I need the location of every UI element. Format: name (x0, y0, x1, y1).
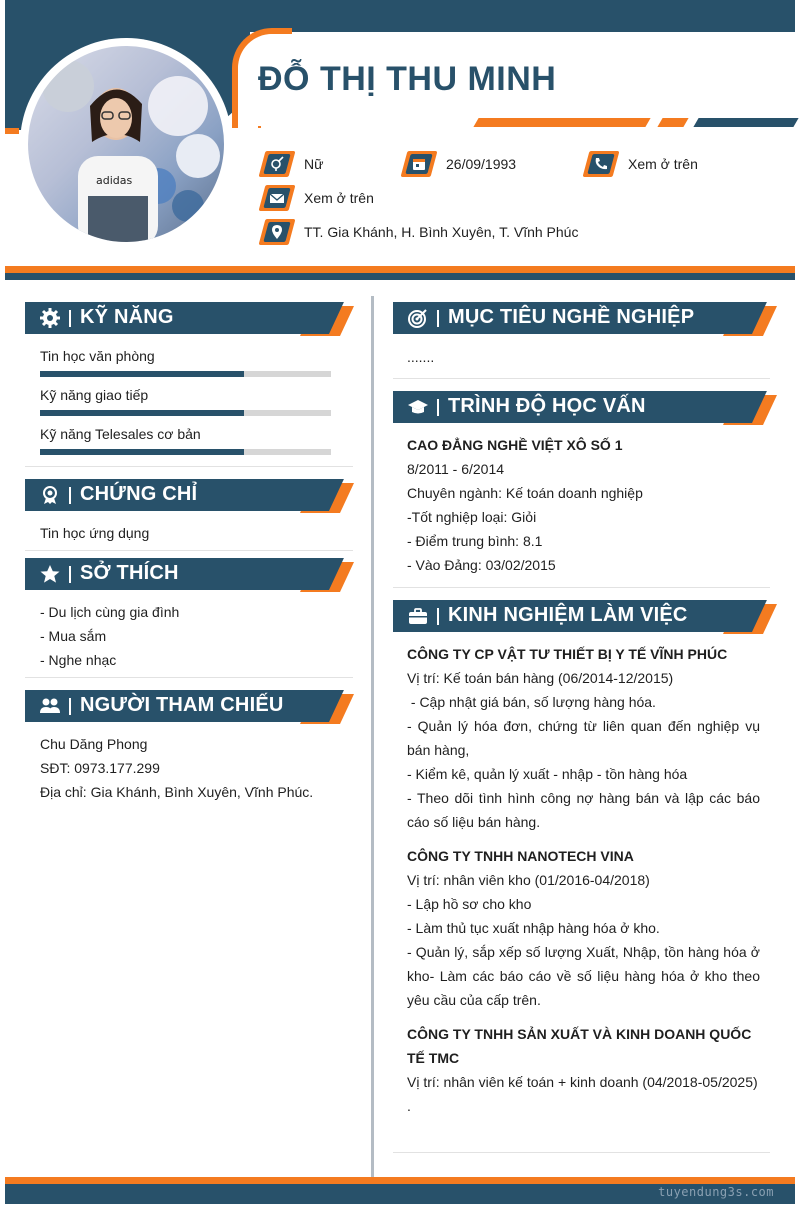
hobbies-title: SỞ THÍCH (80, 562, 179, 584)
email-info (262, 185, 374, 211)
skills-section-header (25, 302, 335, 336)
section-divider (393, 1152, 770, 1153)
education-line: Chuyên ngành: Kế toán doanh nghiệp (407, 485, 643, 501)
skill-label: Tin học văn phòng (40, 348, 155, 364)
users-icon (39, 696, 61, 716)
skill-bar (40, 371, 331, 377)
reference-section-header (25, 690, 335, 724)
target-icon (407, 308, 429, 328)
job-duty: - Lập hồ sơ cho kho (407, 896, 532, 912)
name-accent (258, 126, 261, 128)
dob-value: 26/09/1993 (446, 156, 517, 172)
job-duty: - Làm thủ tục xuất nhập hàng hóa ở kho. (407, 920, 660, 936)
certificate-item: Tin học ứng dụng (40, 525, 150, 541)
hobby-item: - Nghe nhạc (40, 652, 117, 668)
job-company: CÔNG TY TNHH NANOTECH VINA (407, 848, 634, 864)
watermark: tuyendung3s.com (658, 1185, 774, 1199)
job-position: Vị trí: Kế toán bán hàng (06/2014-12/2015) (407, 670, 674, 686)
job-duty: - Cập nhật giá bán, số lượng hàng hóa. (407, 694, 656, 710)
graduation-cap-icon (407, 397, 429, 417)
envelope-icon (262, 185, 292, 211)
job-company: CÔNG TY CP VẬT TƯ THIẾT BỊ Y TẾ VĨNH PHÚC (407, 646, 728, 662)
job-duty: - Theo dõi tình hình công nợ hàng bán và lập các báo cáo số liệu bán hàng. (407, 790, 760, 830)
education-line: - Vào Đảng: 03/02/2015 (407, 557, 556, 573)
reference-name: Chu Dăng Phong (40, 736, 148, 752)
address-info (262, 219, 578, 245)
job-position: Vị trí: nhân viên kho (01/2016-04/2018) (407, 872, 650, 888)
job-duty: - Quản lý hóa đơn, chứng từ liên quan đến nghiệp vụ bán hàng, (407, 718, 760, 758)
skills-title: KỸ NĂNG (80, 306, 174, 328)
footer-orange (5, 1177, 795, 1184)
dob-info (404, 151, 516, 177)
job-duty: - Quản lý, sắp xếp số lượng Xuất, Nhập, tồn hàng hóa ở kho- Làm các báo cáo về số liệu hàng hóa ở kho theo yêu cầu của cấp trên. (407, 944, 760, 1008)
briefcase-icon (407, 606, 429, 626)
skill-bar (40, 449, 331, 455)
gender-info (262, 151, 323, 177)
header-orange-accent (5, 128, 19, 134)
hobbies-section-header (25, 558, 335, 592)
hobby-item: - Mua sắm (40, 628, 107, 644)
skill-bar-fill (40, 449, 244, 455)
experience-section-header (393, 600, 758, 634)
job-duty: - Kiểm kê, quản lý xuất - nhập - tồn hàng hóa (407, 766, 688, 782)
skill-bar-fill (40, 410, 244, 416)
section-divider (25, 677, 353, 678)
experience-title: KINH NGHIỆM LÀM VIỆC (448, 604, 688, 626)
section-divider (393, 378, 770, 379)
skill-bar-fill (40, 371, 244, 377)
job-company: CÔNG TY TNHH SẢN XUẤT VÀ KINH DOANH QUỐC TẾ TMC (407, 1026, 752, 1066)
education-line: - Điểm trung bình: 8.1 (407, 533, 543, 549)
education-line: 8/2011 - 6/2014 (407, 461, 505, 477)
svg-text:adidas: adidas (96, 174, 133, 187)
calendar-icon (404, 151, 434, 177)
certificates-title: CHỨNG CHỈ (80, 483, 198, 505)
avatar (28, 46, 224, 242)
section-divider (393, 587, 770, 588)
header-stripe-orange-1 (473, 118, 650, 127)
phone-value: Xem ở trên (628, 156, 698, 172)
email-value: Xem ở trên (304, 190, 374, 206)
header-stripe-orange-2 (657, 118, 688, 127)
skill-label: Kỹ năng giao tiếp (40, 387, 149, 403)
header-bottom-blue (5, 273, 795, 280)
gear-icon (39, 308, 61, 328)
candidate-name: ĐỖ THỊ THU MINH (258, 60, 557, 98)
star-icon (39, 564, 61, 584)
job-duty: . (407, 1098, 411, 1114)
education-section-header (393, 391, 758, 425)
education-line: -Tốt nghiệp loại: Giỏi (407, 509, 537, 525)
location-pin-icon (262, 219, 292, 245)
address-value: TT. Gia Khánh, H. Bình Xuyên, T. Vĩnh Phúc (304, 224, 579, 240)
objective-text: ....... (407, 349, 435, 365)
phone-icon (586, 151, 616, 177)
education-school: CAO ĐẲNG NGHỀ VIỆT XÔ SỐ 1 (407, 437, 623, 453)
objective-section-header (393, 302, 758, 336)
phone-info (586, 151, 698, 177)
header-bottom-orange (5, 266, 795, 273)
medal-icon (39, 485, 61, 505)
column-divider (371, 296, 374, 1184)
gender-value: Nữ (304, 156, 324, 172)
hobby-item: - Du lịch cùng gia đình (40, 604, 180, 620)
skill-bar (40, 410, 331, 416)
objective-title: MỤC TIÊU NGHỀ NGHIỆP (448, 306, 695, 328)
reference-address: Địa chỉ: Gia Khánh, Bình Xuyên, Vĩnh Phúc. (40, 784, 314, 800)
section-divider (25, 466, 353, 467)
gender-icon (262, 151, 292, 177)
header-stripe-blue (693, 118, 798, 127)
section-divider (25, 550, 353, 551)
education-title: TRÌNH ĐỘ HỌC VẤN (448, 395, 646, 417)
certificates-section-header (25, 479, 335, 513)
reference-phone: SĐT: 0973.177.299 (40, 760, 160, 776)
job-position: Vị trí: nhân viên kế toán + kinh doanh (04/2018-05/2025) (407, 1074, 758, 1090)
skill-label: Kỹ năng Telesales cơ bản (40, 426, 201, 442)
reference-title: NGƯỜI THAM CHIẾU (80, 694, 284, 716)
